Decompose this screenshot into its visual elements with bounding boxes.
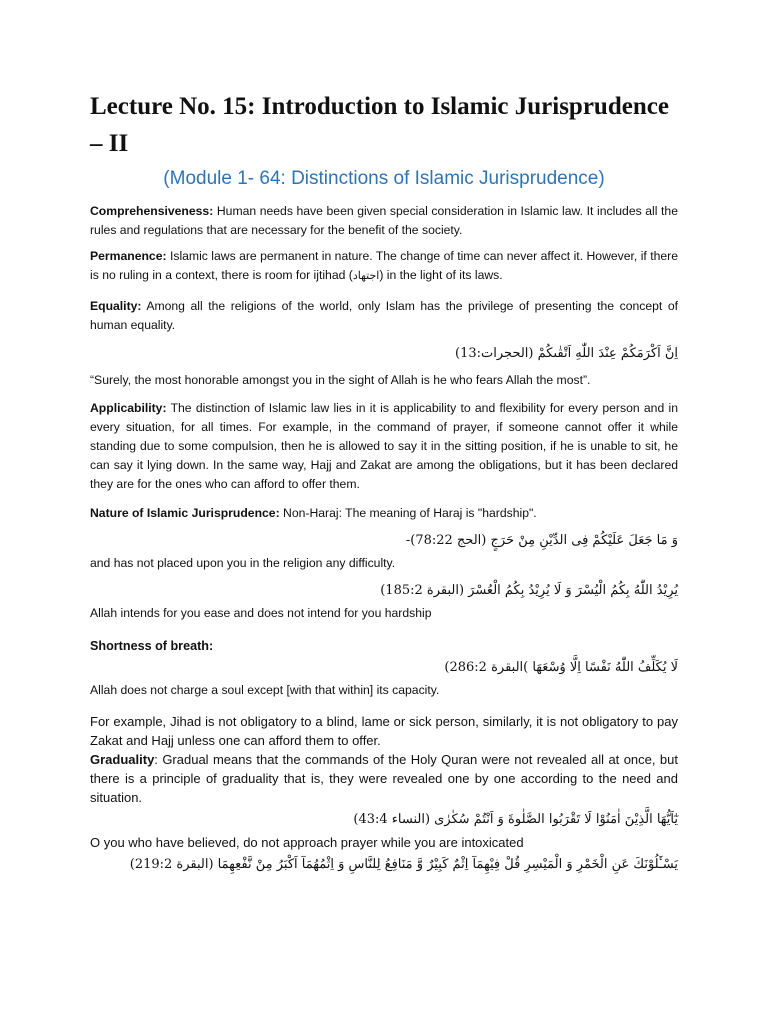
equality-label: Equality: [90,299,142,313]
document-page [90,88,678,878]
permanence-paragraph [90,247,678,285]
example-paragraph: For example, Jihad is not obligatory to a blind, lame or sick person, similarly, it is not obligatory to pay Zakat and Hajj unless one can afford them to offer. [90,714,678,748]
nature-verse-1: وَ مَا جَعَلَ عَلَيْكُمْ فِى الدِّيْنِ مِنْ حَرَجٍ (الحج 78:22)- [405,533,678,548]
permanence-text-after: ) in the light of its laws. [379,268,503,282]
permanence-text-before: Islamic laws are permanent in nature. The change of time can never affect it. However, if there is no ruling in a context, there is room for ijtihad ( [90,249,678,282]
shortness-verse: لَا يُكَلِّفُ اللّٰهُ نَفْسًا اِلَّا وُسْعَهَا )البقرة 286:2) [444,660,678,675]
equality-text: Among all the religions of the world, only Islam has the privilege of presenting the concept of human equality. [90,299,678,332]
equality-paragraph [90,297,678,335]
nature-translation-1: and has not placed upon you in the religion any difficulty. [90,556,396,570]
graduality-verse-2: يَسْـَٔلُوْنَكَ عَنِ الْخَمْرِ وَ الْمَيْسِرِ قُلْ فِيْهِمَآ اِثْمٌ كَبِيْرٌ وَّ مَنَافِعُ لِلنَّاسِ وَ اِثْمُهُمَآ اَكْبَرُ مِنْ نَّفْعِهِمَا (البقرة 219:2) [129,857,678,872]
graduality-translation-1: O you who have believed, do not approach prayer while you are intoxicated [90,835,524,850]
page-title: Lecture No. 15: Introduction to Islamic Jurisprudence – II [90,93,669,157]
permanence-label: Permanence: [90,249,167,263]
nature-verse-2: يُرِيْدُ اللّٰهُ بِكُمُ الْيُسْرَ وَ لَا يُرِيْدُ بِكُمُ الْعُسْرَ (البقرة 185:2) [380,583,678,598]
nature-label: Nature of Islamic Jurisprudence: [90,506,280,520]
graduality-text: : Gradual means that the commands of the Holy Quran were not revealed all at once, but there is a principle of graduality that is, they were revealed one by one according to the need and situation. [90,752,678,805]
nature-text: Non-Haraj: The meaning of Haraj is "hardship". [279,506,537,520]
applicability-paragraph [90,399,678,494]
comprehensiveness-label: Comprehensiveness: [90,204,214,218]
applicability-label: Applicability: [90,401,167,415]
module-subtitle: (Module 1- 64: Distinctions of Islamic Jurisprudence) [163,168,605,189]
nature-paragraph [90,504,678,523]
nature-translation-2: Allah intends for you ease and does not intend for you hardship [90,606,432,620]
ijtihad-arabic: اجتھاد [352,269,380,282]
equality-verse: اِنَّ اَكْرَمَكُمْ عِنْدَ اللّٰهِ اَتْقٰىكُمْ (الحجرات:13) [455,346,678,361]
comprehensiveness-paragraph [90,202,678,240]
graduality-paragraph [90,750,678,807]
graduality-label: Graduality [90,752,155,767]
applicability-text: The distinction of Islamic law lies in it is applicability to and flexibility for every person and in every situation, for all times. For example, in the command of prayer, if someone cannot offer it while standing due to some compulsion, then he is allowed to say it in the sitting position, if he is unable to sit, he can say it lying down. In the same way, Hajj and Zakat are among the obligations, but it has been declared they are for the ones who can afford to offer them. [90,401,678,491]
shortness-heading: Shortness of breath: [90,639,214,653]
equality-translation: “Surely, the most honorable amongst you in the sight of Allah is he who fears Allah the most”. [90,373,591,387]
graduality-verse-1: يٰٓاَيُّهَا الَّذِيْنَ اٰمَنُوْا لَا تَقْرَبُوا الصَّلٰوةَ وَ اَنْتُمْ سُكٰرٰى (النساء 43:4) [353,812,678,827]
shortness-translation: Allah does not charge a soul except [with that within] its capacity. [90,683,440,697]
comprehensiveness-text: Human needs have been given special consideration in Islamic law. It includes all the rules and regulations that are necessary for the benefit of the society. [90,204,678,237]
